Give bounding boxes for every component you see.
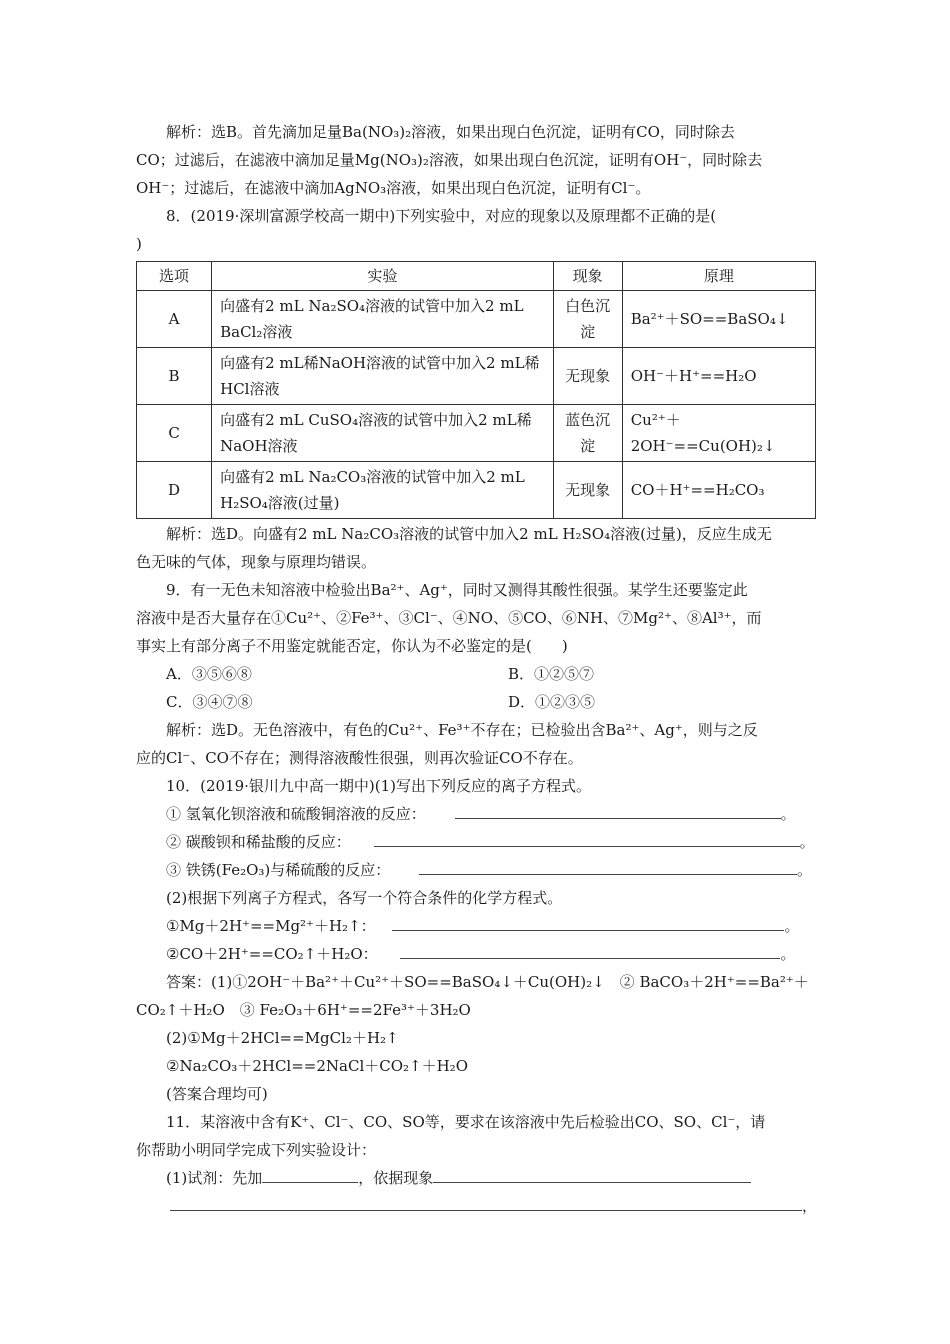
phenomenon-cell: 无现象 [553, 462, 622, 519]
table-header-cell: 原理 [622, 262, 815, 291]
q9-option-b: B．①②⑤⑦ [508, 665, 595, 683]
phenomenon-cell: 无现象 [553, 348, 622, 405]
q9-stem-line2: 溶液中是否大量存在①Cu²⁺、②Fe³⁺、③Cl⁻、④NO、⑤CO、⑥NH、⑦Mg²⁺、⑧Al³⁺，而 [136, 609, 762, 627]
q8-table [136, 261, 816, 519]
q9-stem-line3: 事实上有部分离子不用鉴定就能否定，你认为不必鉴定的是( ) [136, 637, 568, 655]
q9-explanation-line2: 应的Cl⁻、CO不存在；测得溶液酸性很强，则再次验证CO不存在。 [136, 749, 583, 767]
experiment-cell: 向盛有2 mL稀NaOH溶液的试管中加入2 mL稀HCl溶液 [212, 348, 554, 405]
experiment-cell: 向盛有2 mL Na₂CO₃溶液的试管中加入2 mL H₂SO₄溶液(过量) [212, 462, 554, 519]
period: 。 [799, 833, 815, 851]
experiment-cell: 向盛有2 mL CuSO₄溶液的试管中加入2 mL稀NaOH溶液 [212, 405, 554, 462]
experiment-cell: 向盛有2 mL Na₂SO₄溶液的试管中加入2 mL BaCl₂溶液 [212, 291, 554, 348]
answer-blank[interactable] [433, 1168, 751, 1183]
table-row [137, 348, 816, 405]
q7-explanation-line2: CO；过滤后，在滤液中滴加足量Mg(NO₃)₂溶液，如果出现白色沉淀，证明有OH⁻，同时除去 [136, 151, 763, 169]
phenomenon-cell: 蓝色沉淀 [553, 405, 622, 462]
option-cell: D [137, 462, 212, 519]
phenomenon-cell: 白色沉淀 [553, 291, 622, 348]
q10-part2-stem: (2)根据下列离子方程式，各写一个符合条件的化学方程式。 [166, 889, 563, 907]
q8-explanation-line2: 色无味的气体，现象与原理均错误。 [136, 553, 377, 571]
table-row [137, 462, 816, 519]
q8-stem: 8．(2019·深圳富源学校高一期中)下列实验中，对应的现象以及原理都不正确的是( [166, 207, 717, 225]
period: 。 [780, 805, 796, 823]
option-cell: A [137, 291, 212, 348]
answer-blank[interactable] [455, 804, 781, 819]
q10-answer-line3: (2)①Mg＋2HCl==MgCl₂＋H₂↑ [166, 1029, 399, 1047]
q11-part1-text: (1)试剂：先加 [166, 1169, 263, 1187]
principle-cell: Cu²⁺＋2OH⁻==Cu(OH)₂↓ [622, 405, 815, 462]
q9-option-c: C．③④⑦⑧ [166, 693, 253, 711]
q10-part2-b-text: ②CO＋2H⁺==CO₂↑＋H₂O： [166, 945, 378, 963]
q10-part2-a [166, 916, 799, 936]
table-row [137, 291, 816, 348]
q10-stem: 10．(2019·银川九中高一期中)(1)写出下列反应的离子方程式。 [166, 777, 591, 795]
principle-cell: Ba²⁺＋SO==BaSO₄↓ [622, 291, 815, 348]
period: 。 [780, 945, 796, 963]
q10-part1-b [166, 832, 815, 852]
q9-option-a: A．③⑤⑥⑧ [166, 665, 252, 683]
q10-part1-b-text: ② 碳酸钡和稀盐酸的反应： [166, 833, 351, 851]
q10-answer-line2: CO₂↑＋H₂O ③ Fe₂O₃＋6H⁺==2Fe³⁺＋3H₂O [136, 1001, 471, 1019]
option-cell: B [137, 348, 212, 405]
q11-part1-text2: ，依据现象 [358, 1169, 434, 1187]
q10-answer-note: (答案合理均可) [166, 1085, 268, 1103]
q7-explanation-line1: 解析：选B。首先滴加足量Ba(NO₃)₂溶液，如果出现白色沉淀，证明有CO，同时除去 [166, 123, 735, 141]
q9-stem-line1: 9．有一无色未知溶液中检验出Ba²⁺、Ag⁺，同时又测得其酸性很强。某学生还要鉴定此 [166, 581, 748, 599]
q11-stem-line1: 11．某溶液中含有K⁺、Cl⁻、CO、SO等，要求在该溶液中先后检验出CO、SO、Cl⁻，请 [166, 1113, 766, 1131]
answer-blank[interactable] [392, 916, 784, 931]
answer-blank[interactable] [170, 1196, 802, 1211]
comma: ， [802, 1197, 818, 1215]
table-header-row [137, 262, 816, 291]
q9-option-d: D．①②③⑤ [508, 693, 596, 711]
table-header-cell: 现象 [553, 262, 622, 291]
q9-explanation-line1: 解析：选D。无色溶液中，有色的Cu²⁺、Fe³⁺不存在；已检验出含Ba²⁺、Ag⁺，则与之反 [166, 721, 758, 739]
q11-part1 [166, 1168, 751, 1188]
table-header-cell: 实验 [212, 262, 554, 291]
q10-answer-line1: 答案：(1)①2OH⁻＋Ba²⁺＋Cu²⁺＋SO==BaSO₄↓＋Cu(OH)₂↓ ② BaCO₃＋2H⁺==Ba²⁺＋ [166, 973, 809, 991]
q11-part1-cont [136, 1196, 817, 1216]
q8-explanation-line1: 解析：选D。向盛有2 mL Na₂CO₃溶液的试管中加入2 mL H₂SO₄溶液(过量)，反应生成无 [166, 525, 772, 543]
table-header-cell: 选项 [137, 262, 212, 291]
period: 。 [784, 917, 800, 935]
answer-blank[interactable] [374, 832, 800, 847]
option-cell: C [137, 405, 212, 462]
table-row [137, 405, 816, 462]
q7-explanation-line3: OH⁻；过滤后，在滤液中滴加AgNO₃溶液，如果出现白色沉淀，证明有Cl⁻。 [136, 179, 651, 197]
q10-part1-a [166, 804, 796, 824]
principle-cell: OH⁻＋H⁺==H₂O [622, 348, 815, 405]
q10-part2-a-text: ①Mg＋2H⁺==Mg²⁺＋H₂↑： [166, 917, 376, 935]
answer-blank[interactable] [419, 860, 797, 875]
q10-part1-c [166, 860, 812, 880]
q8-stem-close: ) [136, 235, 142, 253]
q10-part1-c-text: ③ 铁锈(Fe₂O₃)与稀硫酸的反应： [166, 861, 391, 879]
answer-blank[interactable] [400, 944, 780, 959]
principle-cell: CO＋H⁺==H₂CO₃ [622, 462, 815, 519]
q10-answer-line4: ②Na₂CO₃＋2HCl==2NaCl＋CO₂↑＋H₂O [166, 1057, 468, 1075]
q10-part1-a-text: ① 氢氧化钡溶液和硫酸铜溶液的反应： [166, 805, 426, 823]
q11-stem-line2: 你帮助小明同学完成下列实验设计： [136, 1141, 377, 1159]
q10-part2-b [166, 944, 795, 964]
period: 。 [797, 861, 813, 879]
answer-blank[interactable] [262, 1168, 358, 1183]
